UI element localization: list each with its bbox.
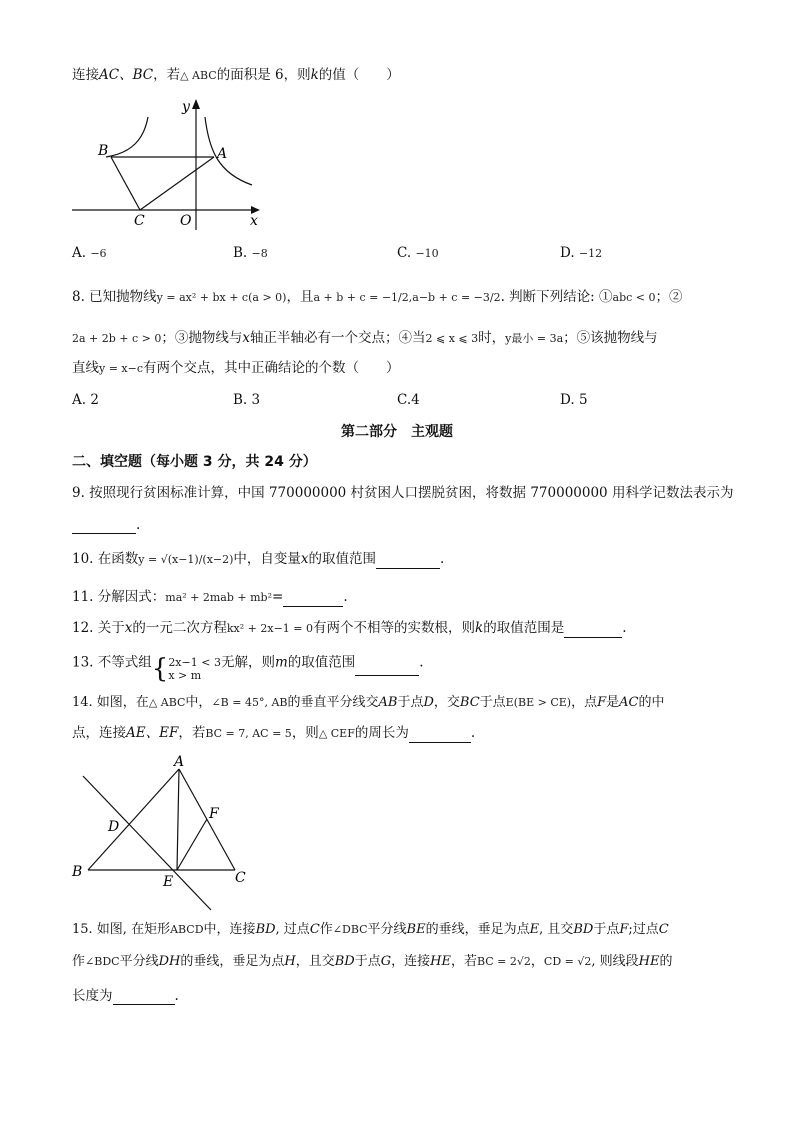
q15-line2: 作∠BDC平分线DH的垂线，垂足为点H，且交BD于点G，连接HE，若BC = 2√2，CD = √2, 则线段HE的 [72,954,673,969]
q7-label-b: B [98,143,109,159]
q7-option-a[interactable]: A. −6 [72,245,107,261]
q14-label-c: C [235,870,246,886]
q8-line1: 8. 已知抛物线y = ax² + bx + c(a > 0)，且a + b + c = −1/2,a−b + c = −3/2. 判断下列结论: ①abc < 0；② [72,289,683,305]
q11-answer-blank[interactable] [283,592,343,607]
q8-option-d[interactable]: D. 5 [560,392,588,408]
q13-answer-blank[interactable] [355,661,419,676]
q14-line2: 点，连接AE、EF，若BC = 7, AC = 5，则△ CEF的周长为 . [72,725,476,741]
q7-option-c[interactable]: C. −10 [397,245,439,261]
q9-line2: . [72,516,140,534]
section2-title: 二、填空题（每小题 3 分，共 24 分） [72,454,317,470]
q7-option-b[interactable]: B. −8 [233,245,268,261]
q15-line1: 15. 如图, 在矩形ABCD中，连接BD, 过点C作∠DBC平分线BE的垂线，垂足为点E, 且交BD于点F;过点C [72,922,669,937]
q7-label-c: C [134,213,145,229]
q8-line2: 2a + 2b + c > 0；③抛物线与x轴正半轴必有一个交点；④当2 ⩽ x ⩽ 3时，y最小 = 3a；⑤该抛物线与 [72,330,658,346]
q14-label-d: D [108,819,120,835]
q14-line1: 14. 如图，在△ ABC中，∠B = 45°, AB的垂直平分线交AB于点D，交BC于点E(BE > CE)，点F是AC的中 [72,695,665,710]
q8-option-a[interactable]: A. 2 [72,392,99,408]
q14-label-b: B [72,864,83,880]
q7-label-x: x [250,213,258,229]
q15-line3: 长度为 . [72,988,179,1004]
q14-label-f: F [209,806,219,822]
q13-system: { 2x−1 < 3 x > m [151,654,221,684]
q14-answer-blank[interactable] [409,728,471,743]
q12-answer-blank[interactable] [564,623,622,638]
q10-line: 10. 在函数y = √(x−1)/(x−2)中，自变量x的取值范围 . [72,551,445,567]
q10-answer-blank[interactable] [376,554,440,569]
q15-answer-blank[interactable] [113,990,175,1005]
q9-line1: 9. 按照现行贫困标准计算，中国 770000000 村贫困人口摆脱贫困，将数据 770000000 用科学记数法表示为 [72,485,734,501]
q12-line: 12. 关于x的一元二次方程kx² + 2x−1 = 0有两个不相等的实数根，则k的取值范围是 . [72,620,627,636]
q7-label-o: O [180,213,192,229]
q8-option-c[interactable]: C.4 [397,392,420,408]
q14-label-a: A [174,754,185,770]
q14-figure [66,752,266,912]
q13-brace: { [151,654,169,684]
q7-label-y: y [182,99,190,115]
q14-label-e: E [163,874,174,890]
q7-stem: 连接AC、BC，若△ ABC的面积是 6，则k的值（ ） [72,67,400,83]
q13-line: 13. 不等式组{ 2x−1 < 3 x > m 无解，则m的取值范围 . [72,654,424,684]
q11-line: 11. 分解因式：ma² + 2mab + mb²= . [72,589,348,605]
q8-line3: 直线y = x−c有两个交点，其中正确结论的个数（ ） [72,360,400,376]
q7-label-a: A [217,146,228,162]
part2-title: 第二部分 主观题 [341,424,453,440]
q7-figure [66,95,266,235]
q7-option-d[interactable]: D. −12 [560,245,603,261]
q8-option-b[interactable]: B. 3 [233,392,261,408]
q9-answer-blank[interactable] [72,519,136,534]
